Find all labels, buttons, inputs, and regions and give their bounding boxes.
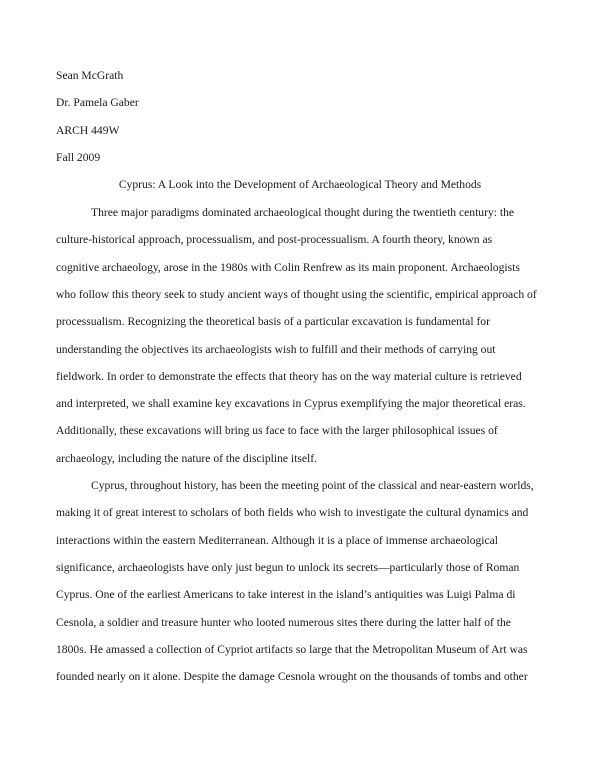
paragraph-line: who follow this theory seek to study ancient ways of thought using the scientific, empirical approach of [56, 288, 537, 301]
paragraph-line: Additionally, these excavations will bring us face to face with the larger philosophical issues of [56, 424, 498, 437]
paragraph-line: understanding the objectives its archaeologists wish to fulfill and their methods of carrying out [56, 343, 496, 356]
instructor-name: Dr. Pamela Gaber [56, 96, 139, 109]
course-code: ARCH 449W [56, 124, 120, 137]
paragraph-line: Three major paradigms dominated archaeological thought during the twentieth century: the [91, 206, 515, 219]
paragraph-line: culture-historical approach, processualism, and post-processualism. A fourth theory, known as [56, 233, 493, 246]
paragraph-line: Cyprus, throughout history, has been the meeting point of the classical and near-eastern worlds, [91, 479, 534, 492]
paragraph-line: processualism. Recognizing the theoretical basis of a particular excavation is fundamental for [56, 315, 490, 328]
paragraph-line: and interpreted, we shall examine key excavations in Cyprus exemplifying the major theoretical eras. [56, 397, 526, 410]
paper-title: Cyprus: A Look into the Development of Archaeological Theory and Methods [118, 178, 482, 191]
paragraph-line: interactions within the eastern Mediterranean. Although it is a place of immense archaeological [56, 534, 499, 547]
paragraph-line: archaeology, including the nature of the discipline itself. [56, 452, 317, 465]
paragraph-line: significance, archaeologists have only just begun to unlock its secrets—particularly those of Roman [56, 561, 520, 574]
paragraph-line: founded nearly on it alone. Despite the damage Cesnola wrought on the thousands of tombs and other [56, 670, 528, 683]
paragraph-line: cognitive archaeology, arose in the 1980s with Colin Renfrew as its main proponent. Archaeologists [56, 261, 520, 274]
term: Fall 2009 [56, 151, 101, 164]
author-name: Sean McGrath [56, 69, 124, 82]
paragraph-line: fieldwork. In order to demonstrate the effects that theory has on the way material culture is retrieved [56, 370, 522, 383]
paragraph-line: Cesnola, a soldier and treasure hunter who looted numerous sites there during the latter half of the [56, 616, 511, 629]
paragraph-line: Cyprus. One of the earliest Americans to take interest in the island’s antiquities was Luigi Palma di [56, 588, 516, 601]
paragraph-line: making it of great interest to scholars of both fields who wish to investigate the cultural dynamics and [56, 506, 529, 519]
paragraph-line: 1800s. He amassed a collection of Cypriot artifacts so large that the Metropolitan Museum of Art was [56, 643, 528, 656]
